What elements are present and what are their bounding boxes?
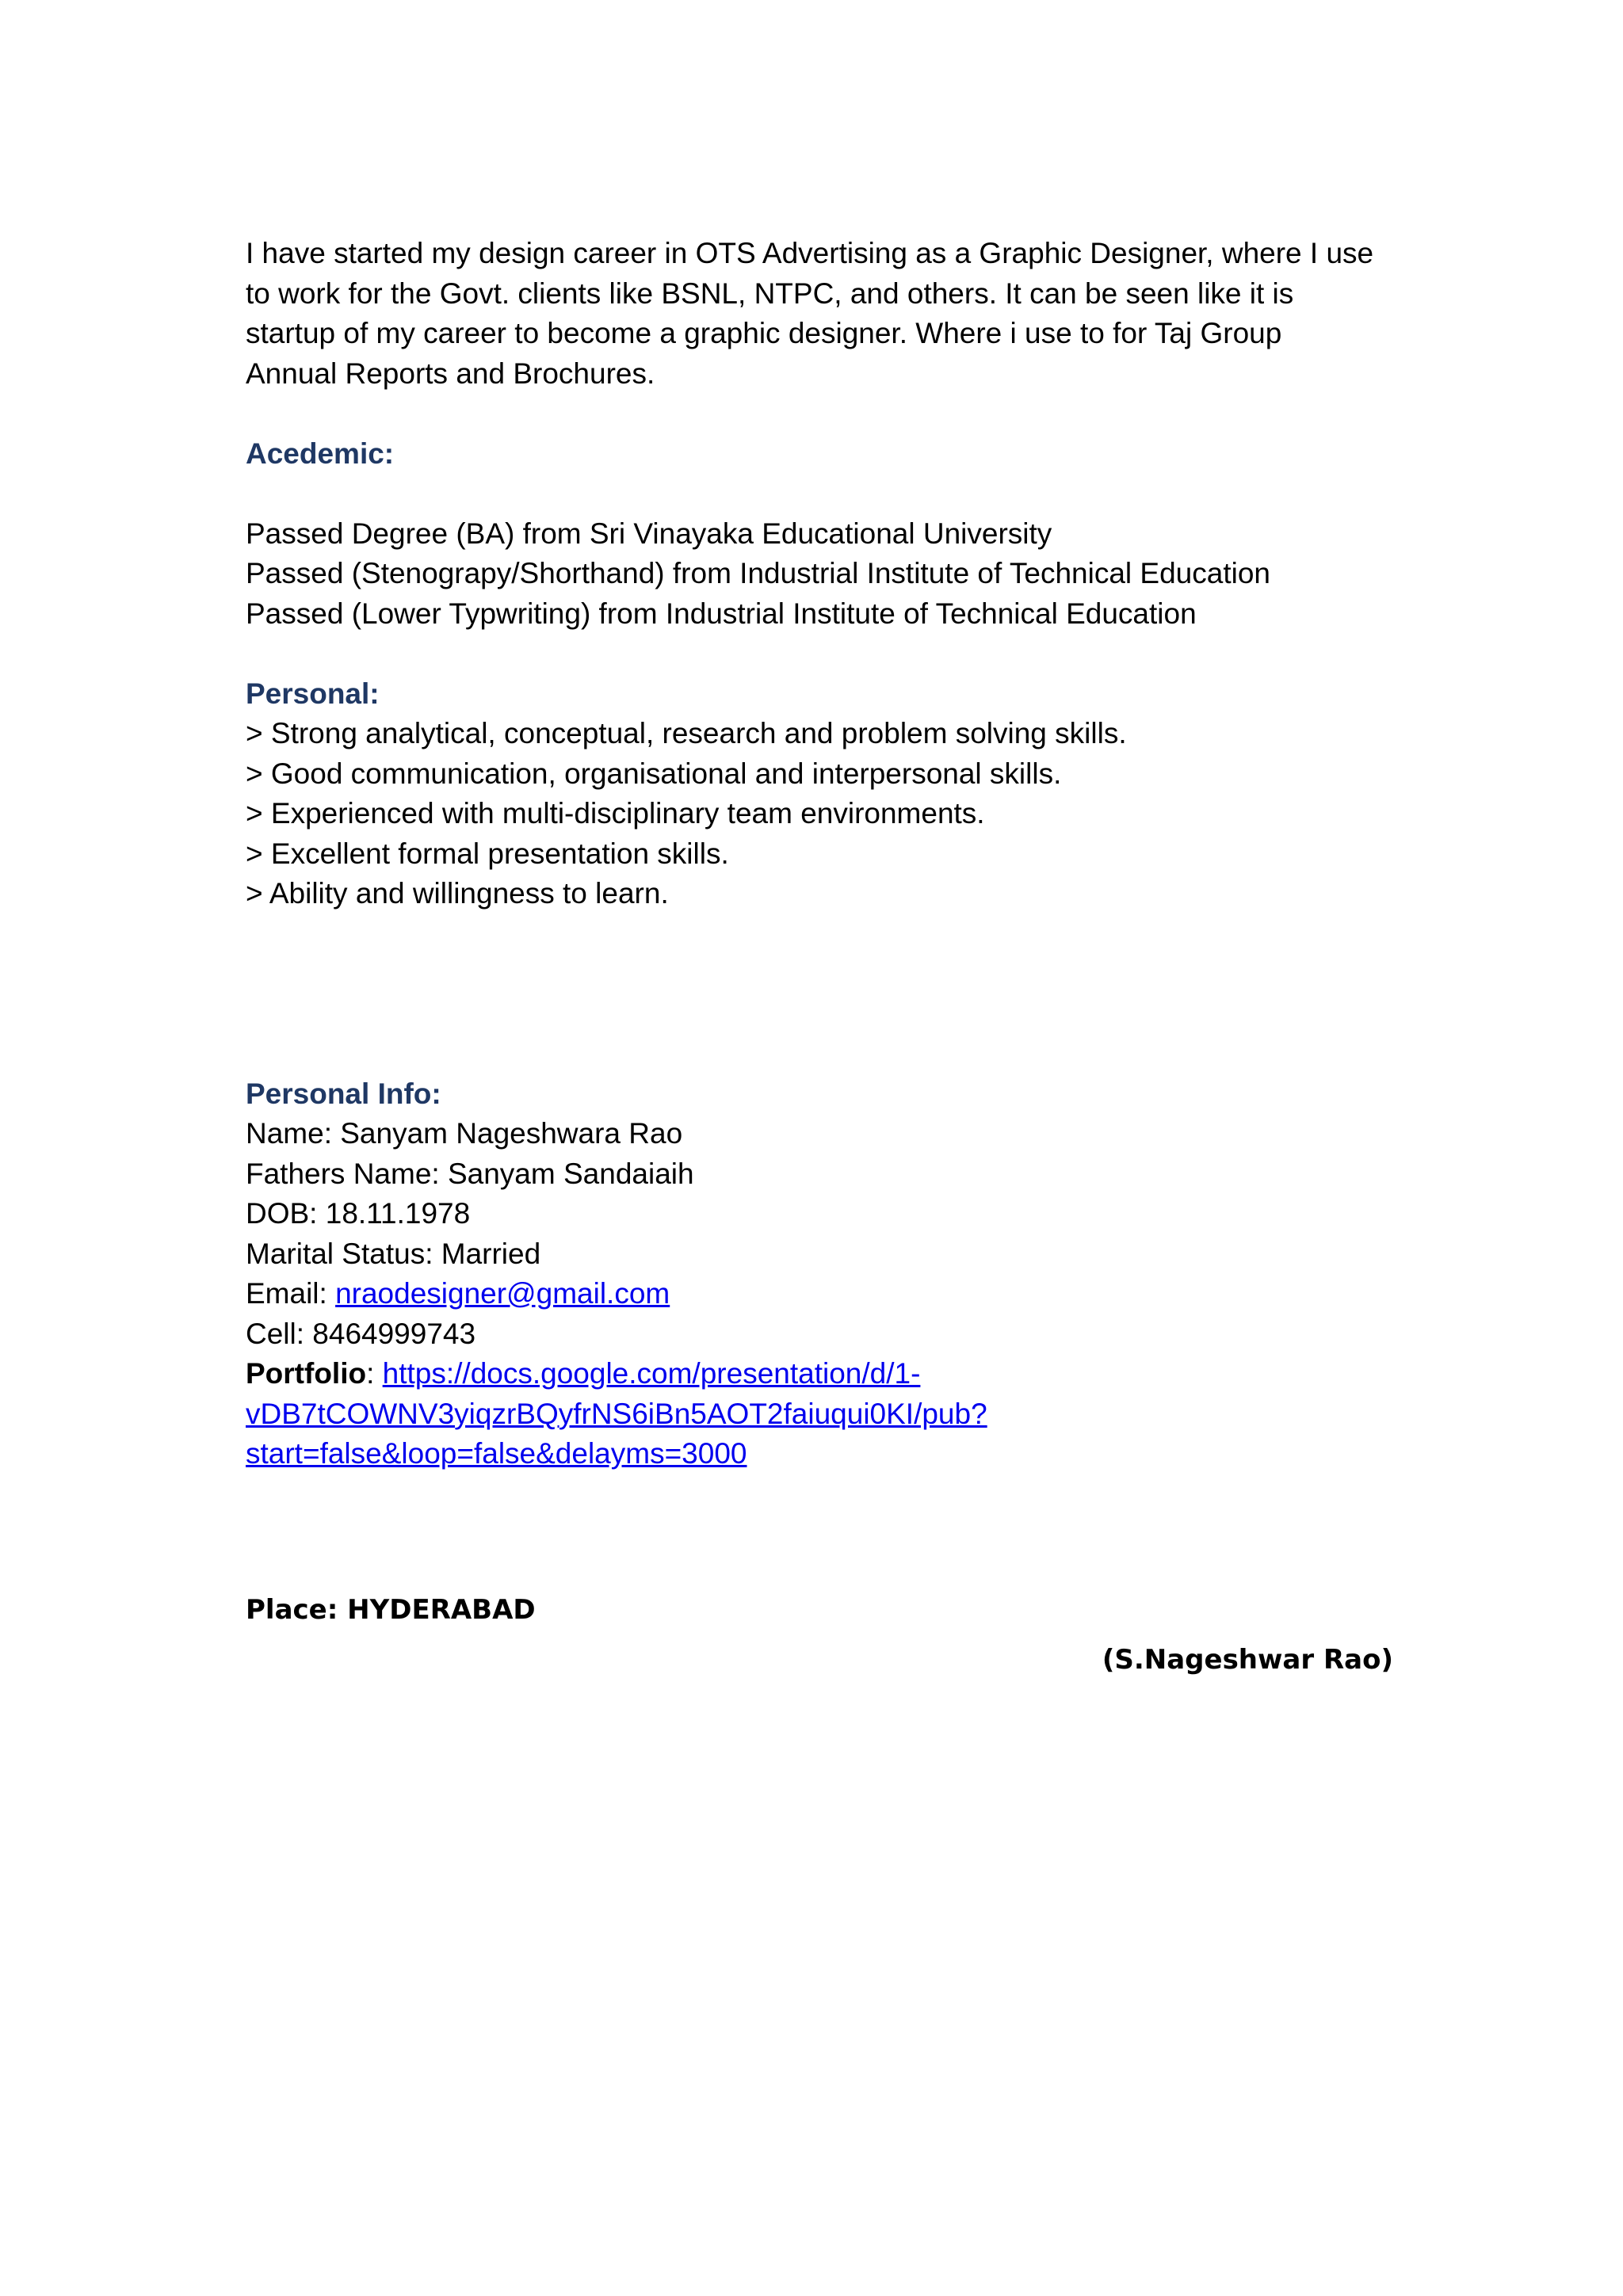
- resume-content: [246, 234, 1411, 1474]
- portfolio-link-line-3[interactable]: start=false&loop=false&delayms=3000: [246, 1437, 747, 1470]
- intro-line: startup of my career to become a graphic designer. Where i use to for Taj Group: [246, 317, 1282, 349]
- signature-name: (S.Nageshwar Rao): [1102, 1644, 1393, 1676]
- info-portfolio: [246, 1354, 1411, 1394]
- personal-list: [246, 714, 1411, 914]
- academic-item: Passed (Lower Typwriting) from Industrial Institute of Technical Education: [246, 597, 1197, 630]
- personal-info-list: [246, 1114, 1411, 1474]
- personal-item: > Ability and willingness to learn.: [246, 877, 669, 910]
- academic-item: Passed (Stenograpy/Shorthand) from Industrial Institute of Technical Education: [246, 557, 1270, 589]
- academic-item: Passed Degree (BA) from Sri Vinayaka Educational University: [246, 517, 1052, 550]
- personal-item: > Strong analytical, conceptual, research and problem solving skills.: [246, 717, 1127, 749]
- info-portfolio-cont: [246, 1434, 1411, 1474]
- info-cell: Cell: 8464999743: [246, 1317, 476, 1350]
- portfolio-separator: :: [366, 1357, 383, 1390]
- email-label: Email:: [246, 1277, 336, 1310]
- personal-item: > Excellent formal presentation skills.: [246, 837, 729, 870]
- email-link[interactable]: nraodesigner@gmail.com: [335, 1277, 670, 1310]
- personal-item: > Experienced with multi-disciplinary team environments.: [246, 797, 985, 830]
- intro-line: Annual Reports and Brochures.: [246, 357, 655, 390]
- academic-list: [246, 514, 1411, 635]
- info-name: Name: Sanyam Nageshwara Rao: [246, 1117, 683, 1150]
- personal-heading: Personal:: [246, 677, 380, 710]
- place-line: Place: HYDERABAD: [246, 1594, 536, 1626]
- intro-line: I have started my design career in OTS Advertising as a Graphic Designer, where I use: [246, 237, 1374, 269]
- portfolio-link-line-1[interactable]: https://docs.google.com/presentation/d/1-: [382, 1357, 921, 1390]
- info-marital-status: Marital Status: Married: [246, 1237, 541, 1270]
- info-email: [246, 1274, 1411, 1314]
- intro-paragraph: [246, 234, 1411, 394]
- personal-item: > Good communication, organisational and interpersonal skills.: [246, 757, 1062, 790]
- info-portfolio-cont: [246, 1394, 1411, 1435]
- intro-line: to work for the Govt. clients like BSNL, NTPC, and others. It can be seen like it is: [246, 277, 1294, 310]
- info-fathers-name: Fathers Name: Sanyam Sandaiaih: [246, 1157, 694, 1190]
- portfolio-link-line-2[interactable]: vDB7tCOWNV3yiqzrBQyfrNS6iBn5AOT2faiuqui0KI/pub?: [246, 1397, 987, 1430]
- personal-info-heading: Personal Info:: [246, 1077, 441, 1110]
- info-dob: DOB: 18.11.1978: [246, 1197, 471, 1230]
- academic-heading: Acedemic:: [246, 437, 395, 470]
- portfolio-label: Portfolio: [246, 1357, 367, 1390]
